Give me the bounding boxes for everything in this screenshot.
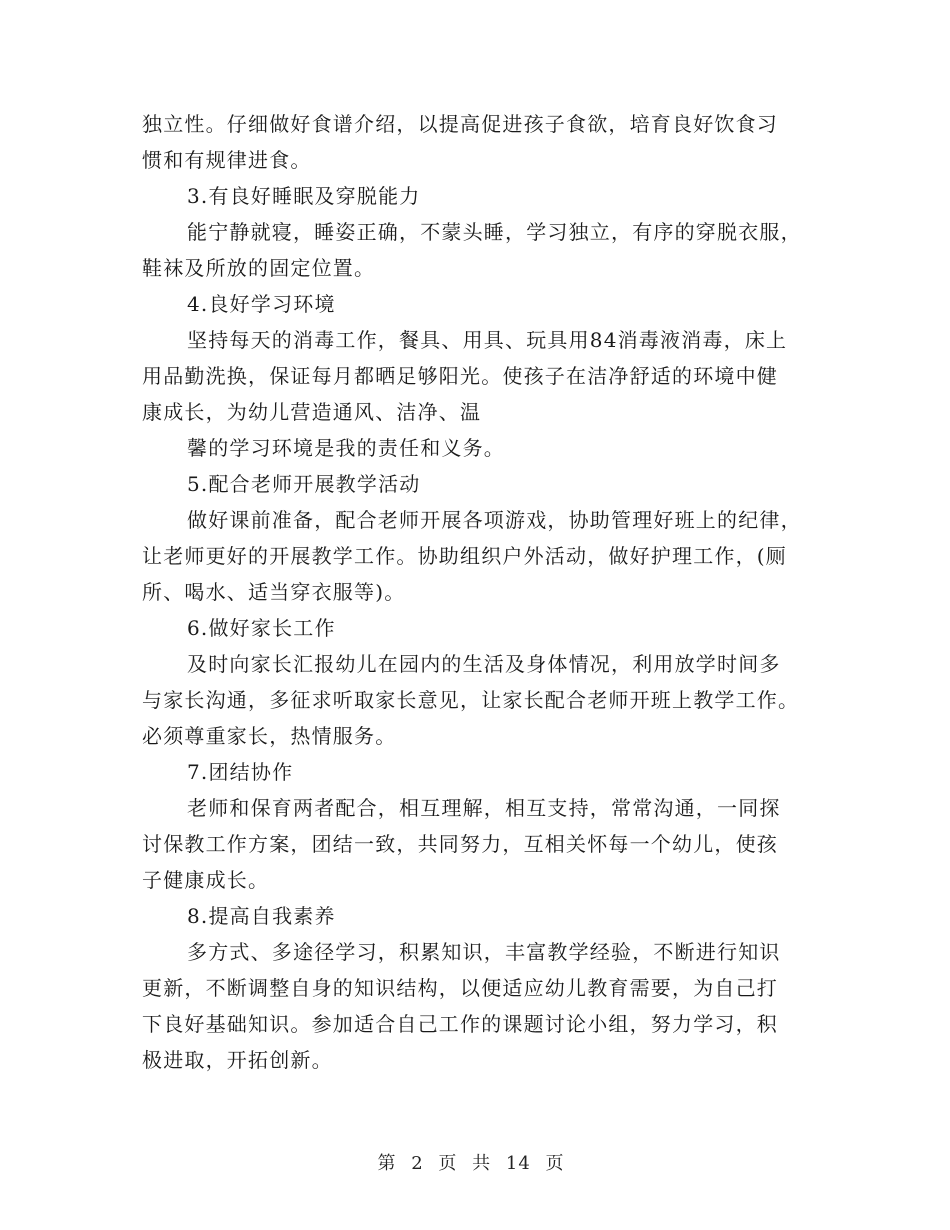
body-line: 子健康成长。: [142, 868, 270, 892]
body-line: 下良好基础知识。参加适合自己工作的课题讨论小组，努力学习，积: [142, 1012, 778, 1036]
body-line: 独立性。仔细做好食谱介绍，以提高促进孩子食欲，培育良好饮食习: [142, 112, 778, 136]
section-heading: 7.团结协作: [187, 760, 294, 784]
total-pages-number: 14: [505, 1153, 531, 1174]
body-line: 所、喝水、适当穿衣服等)。: [142, 580, 406, 604]
body-line: 让老师更好的开展教学工作。协助组织户外活动，做好护理工作，(厕: [142, 544, 788, 568]
section-heading: 6.做好家长工作: [187, 616, 336, 640]
section-heading: 8.提高自我素养: [187, 904, 336, 928]
body-line: 能宁静就寝，睡姿正确，不蒙头睡，学习独立，有序的穿脱衣服，: [187, 220, 802, 244]
body-line: 与家长沟通，多征求听取家长意见，让家长配合老师开班上教学工作。: [142, 688, 800, 712]
current-page-number: 2: [411, 1153, 424, 1174]
page-number-footer: [0, 1152, 950, 1176]
body-line: 极进取，开拓创新。: [142, 1048, 333, 1072]
body-line: 馨的学习环境是我的责任和义务。: [187, 436, 505, 460]
document-body: [142, 106, 812, 1078]
body-line: 坚持每天的消毒工作，餐具、用具、玩具用84消毒液消毒，床上: [187, 328, 788, 352]
section-heading: 3.有良好睡眠及穿脱能力: [187, 184, 421, 208]
footer-prefix: 第: [377, 1153, 397, 1174]
body-line: 用品勤洗换，保证每月都晒足够阳光。使孩子在洁净舒适的环境中健: [142, 364, 778, 388]
body-line: 鞋袜及所放的固定位置。: [142, 256, 376, 280]
footer-page-label: 页: [438, 1153, 458, 1174]
section-heading: 4.良好学习环境: [187, 292, 336, 316]
body-line: 惯和有规律进食。: [142, 148, 312, 172]
body-line: 必须尊重家长，热情服务。: [142, 724, 397, 748]
footer-suffix: 页: [545, 1153, 565, 1174]
footer-total-label: 共: [472, 1153, 492, 1174]
section-heading: 5.配合老师开展教学活动: [187, 472, 421, 496]
body-line: 康成长，为幼儿营造通风、洁净、温: [142, 400, 482, 424]
body-line: 讨保教工作方案，团结一致，共同努力，互相关怀每一个幼儿，使孩: [142, 832, 778, 856]
body-line: 老师和保育两者配合，相互理解，相互支持，常常沟通，一同探: [187, 796, 781, 820]
body-line: 多方式、多途径学习，积累知识，丰富教学经验，不断进行知识: [187, 940, 781, 964]
body-line: 及时向家长汇报幼儿在园内的生活及身体情况，利用放学时间多: [187, 652, 781, 676]
body-line: 更新，不断调整自身的知识结构，以便适应幼儿教育需要，为自己打: [142, 976, 778, 1000]
body-line: 做好课前准备，配合老师开展各项游戏，协助管理好班上的纪律，: [187, 508, 802, 532]
